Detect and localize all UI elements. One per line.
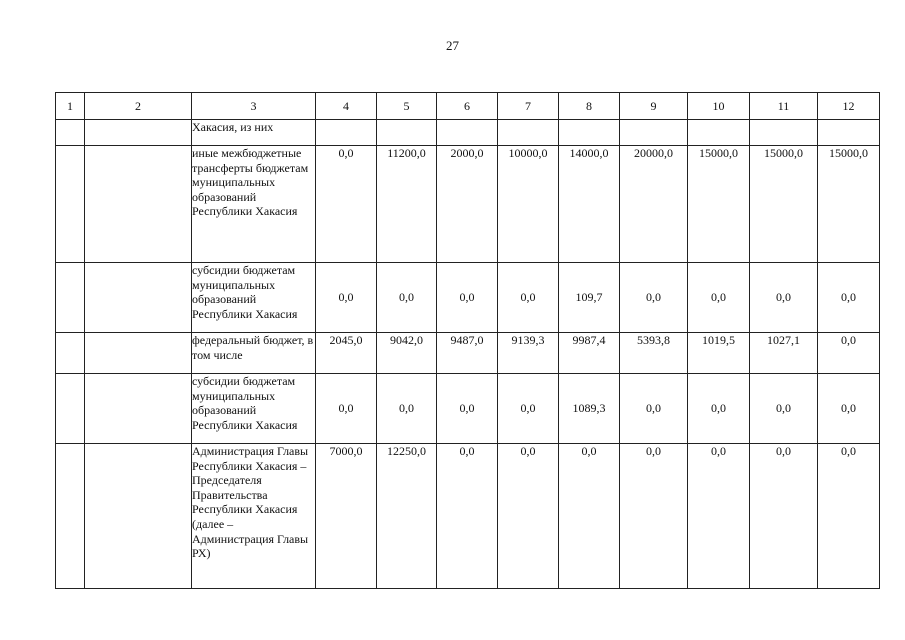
value-cell [620,120,688,146]
row-label: федеральный бюджет, в том числе [192,333,316,374]
value-cell: 0,0 [498,444,559,589]
row-label: субсидии бюджетам муниципальных образований Республики Хакасия [192,374,316,444]
row-number-cell [56,374,85,444]
row-label: Администрация Главы Республики Хакасия – Председателя Правительства Республики Хакасия (далее – Администрация Главы РХ) [192,444,316,589]
value-cell: 0,0 [620,374,688,444]
table-row [56,263,880,333]
row-label: Хакасия, из них [192,120,316,146]
value-cell: 0,0 [498,263,559,333]
value-cell: 0,0 [437,374,498,444]
value-cell: 9042,0 [377,333,437,374]
table-row [56,333,880,374]
value-cell [688,120,750,146]
value-cell: 5393,8 [620,333,688,374]
table-row [56,444,880,589]
value-cell: 109,7 [559,263,620,333]
value-cell: 1027,1 [750,333,818,374]
value-cell: 0,0 [620,444,688,589]
value-cell: 2045,0 [316,333,377,374]
value-cell: 0,0 [750,374,818,444]
value-cell: 0,0 [818,333,880,374]
value-cell: 0,0 [620,263,688,333]
row-number-cell [56,444,85,589]
value-cell: 0,0 [437,263,498,333]
column-header: 2 [85,93,192,120]
page-number: 27 [446,38,459,53]
value-cell: 0,0 [688,263,750,333]
row-name-cell [85,263,192,333]
header-row [56,93,880,120]
row-label: субсидии бюджетам муниципальных образований Республики Хакасия [192,263,316,333]
value-cell: 7000,0 [316,444,377,589]
value-cell: 9139,3 [498,333,559,374]
column-header: 4 [316,93,377,120]
value-cell: 0,0 [818,263,880,333]
row-number-cell [56,146,85,263]
row-name-cell [85,120,192,146]
value-cell: 11200,0 [377,146,437,263]
table-row [56,374,880,444]
value-cell: 0,0 [750,263,818,333]
value-cell: 0,0 [688,374,750,444]
value-cell: 9987,4 [559,333,620,374]
value-cell: 1019,5 [688,333,750,374]
value-cell: 0,0 [688,444,750,589]
row-number-cell [56,333,85,374]
row-name-cell [85,444,192,589]
column-header: 3 [192,93,316,120]
value-cell: 2000,0 [437,146,498,263]
table-row [56,120,880,146]
value-cell: 20000,0 [620,146,688,263]
column-header: 12 [818,93,880,120]
row-number-cell [56,120,85,146]
value-cell [437,120,498,146]
row-name-cell [85,146,192,263]
value-cell: 0,0 [559,444,620,589]
value-cell: 1089,3 [559,374,620,444]
value-cell: 0,0 [437,444,498,589]
column-header: 1 [56,93,85,120]
value-cell [377,120,437,146]
value-cell: 0,0 [377,374,437,444]
value-cell: 0,0 [818,374,880,444]
value-cell: 0,0 [818,444,880,589]
value-cell [316,120,377,146]
value-cell: 0,0 [750,444,818,589]
value-cell: 0,0 [316,374,377,444]
value-cell [818,120,880,146]
table-row [56,146,880,263]
column-header: 9 [620,93,688,120]
column-header: 11 [750,93,818,120]
value-cell: 12250,0 [377,444,437,589]
value-cell [750,120,818,146]
column-header: 10 [688,93,750,120]
row-name-cell [85,374,192,444]
row-label: иные межбюджетные трансферты бюджетам муниципальных образований Республики Хакасия [192,146,316,263]
column-header: 8 [559,93,620,120]
row-number-cell [56,263,85,333]
value-cell [559,120,620,146]
column-header: 5 [377,93,437,120]
value-cell: 10000,0 [498,146,559,263]
value-cell: 0,0 [316,146,377,263]
value-cell: 0,0 [498,374,559,444]
value-cell: 0,0 [377,263,437,333]
column-header: 6 [437,93,498,120]
value-cell: 15000,0 [688,146,750,263]
value-cell: 14000,0 [559,146,620,263]
budget-table [55,92,880,589]
value-cell [498,120,559,146]
column-header: 7 [498,93,559,120]
value-cell: 15000,0 [750,146,818,263]
value-cell: 15000,0 [818,146,880,263]
row-name-cell [85,333,192,374]
value-cell: 9487,0 [437,333,498,374]
value-cell: 0,0 [316,263,377,333]
